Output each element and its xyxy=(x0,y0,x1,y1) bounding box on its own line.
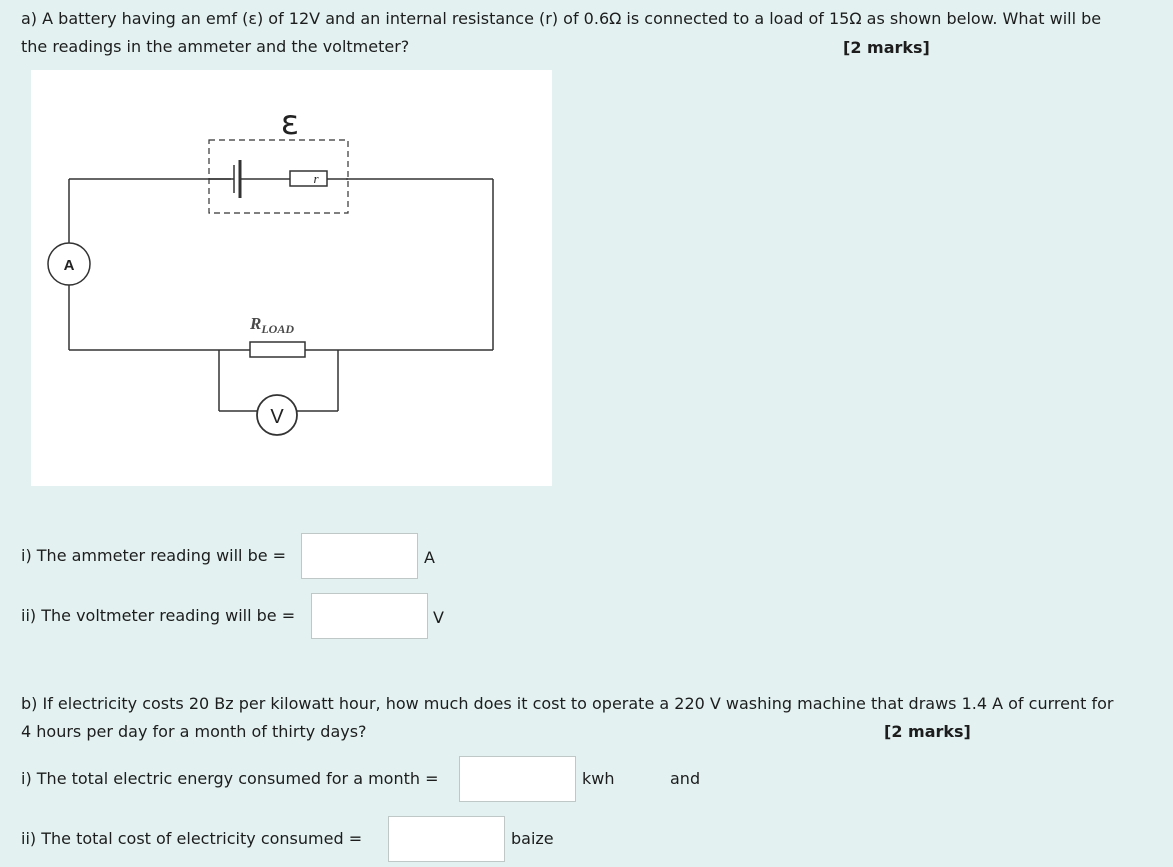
battery-symbol xyxy=(209,140,348,213)
ammeter-answer-input[interactable] xyxy=(301,533,418,579)
internal-resistance-label: r xyxy=(313,171,319,186)
ammeter-label: A xyxy=(63,257,75,274)
part-a-question-line-1: a) A battery having an emf (ε) of 12V and an internal resistance (r) of 0.6Ω is connected to a load of 15Ω as shown below. What will be xyxy=(21,9,1102,28)
ammeter-unit: A xyxy=(424,548,435,567)
load-label-sub: LOAD xyxy=(261,322,295,336)
cost-answer-input[interactable] xyxy=(388,816,505,862)
voltmeter-unit: V xyxy=(433,608,444,627)
load-label-main: R xyxy=(250,314,262,333)
energy-suffix-and: and xyxy=(670,769,701,788)
ammeter-question-label: i) The ammeter reading will be = xyxy=(21,546,287,565)
ammeter-symbol xyxy=(48,243,90,285)
energy-unit: kwh xyxy=(582,769,615,788)
part-b-marks: [2 marks] xyxy=(884,722,971,741)
energy-answer-input[interactable] xyxy=(459,756,576,802)
voltmeter-question-label: ii) The voltmeter reading will be = xyxy=(21,606,296,625)
voltmeter-branch xyxy=(219,350,338,435)
voltmeter-answer-input[interactable] xyxy=(311,593,428,639)
part-a-question-line-2: the readings in the ammeter and the voltmeter? xyxy=(21,37,410,56)
part-b-question-line-1: b) If electricity costs 20 Bz per kilowatt hour, how much does it cost to operate a 220 V washing machine that draws 1.4 A of current for xyxy=(21,694,1114,713)
cost-question-label: ii) The total cost of electricity consumed = xyxy=(21,829,363,848)
part-a-marks: [2 marks] xyxy=(843,38,930,57)
energy-question-label: i) The total electric energy consumed for a month = xyxy=(21,769,439,788)
voltmeter-label: V xyxy=(270,406,284,428)
part-b-question-line-2: 4 hours per day for a month of thirty days? xyxy=(21,722,367,741)
svg-text:RLOAD xyxy=(249,314,294,336)
cost-unit: baize xyxy=(511,829,554,848)
circuit-diagram xyxy=(31,70,552,486)
load-resistor-symbol xyxy=(249,314,305,357)
emf-symbol: ε xyxy=(280,103,300,143)
